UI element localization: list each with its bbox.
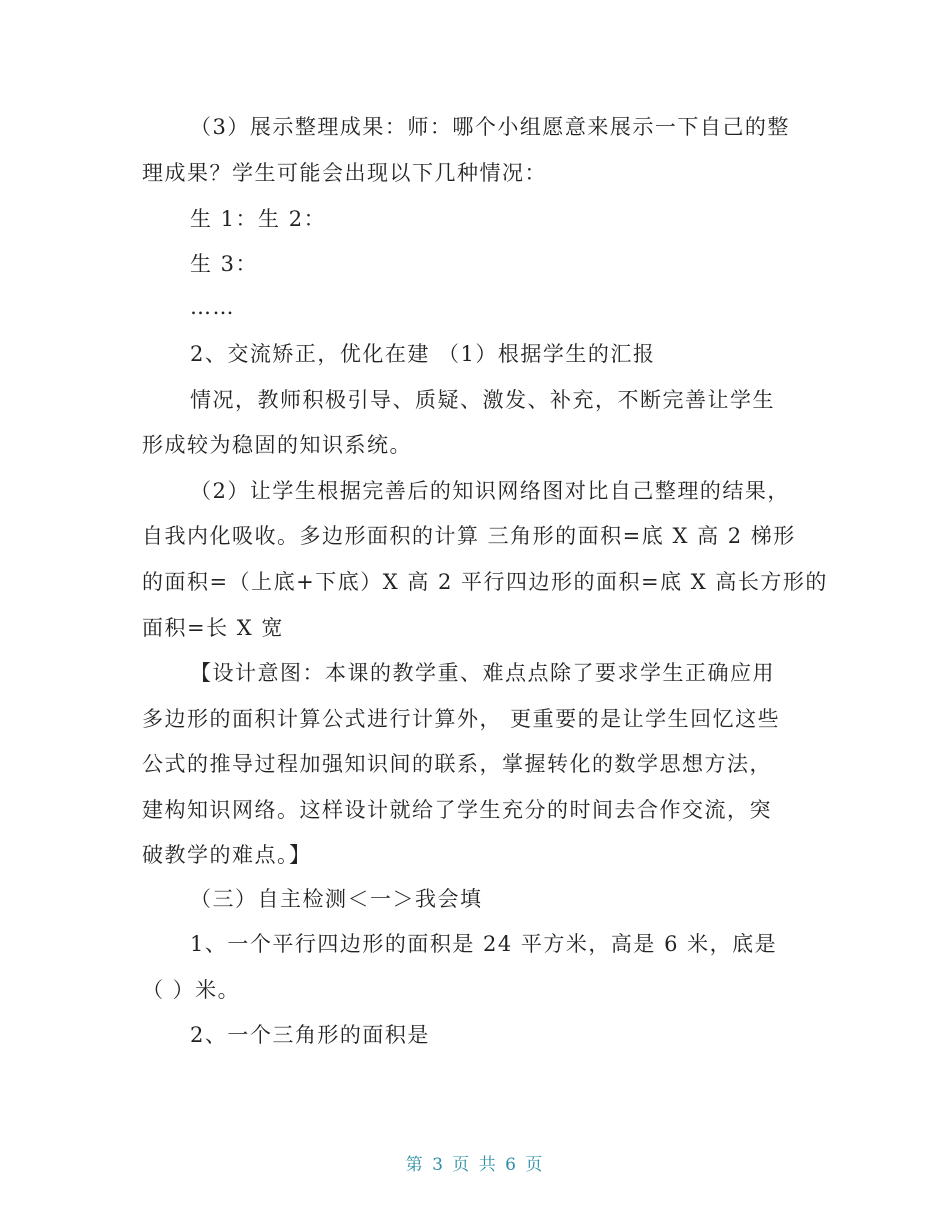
text-line: （3）展示整理成果：师：哪个小组愿意来展示一下自己的整 xyxy=(190,115,790,139)
text-line: 自我内化吸收。多边形面积的计算 三角形的面积=底 X 高 2 梯形 xyxy=(142,524,796,548)
text-line: （ ）米。 xyxy=(142,978,241,1002)
text-line: 面积=长 X 宽 xyxy=(142,616,284,640)
text-line: 破教学的难点。】 xyxy=(142,843,312,867)
text-line: …… xyxy=(190,295,235,319)
text-line: 的面积=（上底+下底）X 高 2 平行四边形的面积=底 X 高长方形的 xyxy=(142,570,828,594)
text-line: 2、交流矫正，优化在建 （1）根据学生的汇报 xyxy=(190,342,656,366)
text-line: （2）让学生根据完善后的知识网络图对比自己整理的结果， xyxy=(190,479,790,503)
text-line: 情况，教师积极引导、质疑、激发、补充，不断完善让学生 xyxy=(190,388,775,412)
text-line: 多边形的面积计算公式进行计算外， 更重要的是让学生回忆这些 xyxy=(142,707,781,731)
text-line: （三）自主检测＜一＞我会填 xyxy=(190,887,483,911)
text-line: 【设计意图：本课的教学重、难点点除了要求学生正确应用 xyxy=(190,661,775,685)
page-number: 第 3 页 共 6 页 xyxy=(405,1155,545,1175)
text-line: 形成较为稳固的知识系统。 xyxy=(142,433,412,457)
text-line: 2、一个三角形的面积是 xyxy=(190,1023,430,1047)
text-line: 公式的推导过程加强知识间的联系，掌握转化的数学思想方法， xyxy=(142,752,772,776)
text-line: 1、一个平行四边形的面积是 24 平方米，高是 6 米，底是 xyxy=(190,932,778,956)
text-line: 理成果？学生可能会出现以下几种情况： xyxy=(142,161,547,185)
text-line: 生 1：生 2： xyxy=(190,207,327,231)
text-line: 建构知识网络。这样设计就给了学生充分的时间去合作交流，突 xyxy=(142,798,772,822)
text-line: 生 3： xyxy=(190,252,259,276)
